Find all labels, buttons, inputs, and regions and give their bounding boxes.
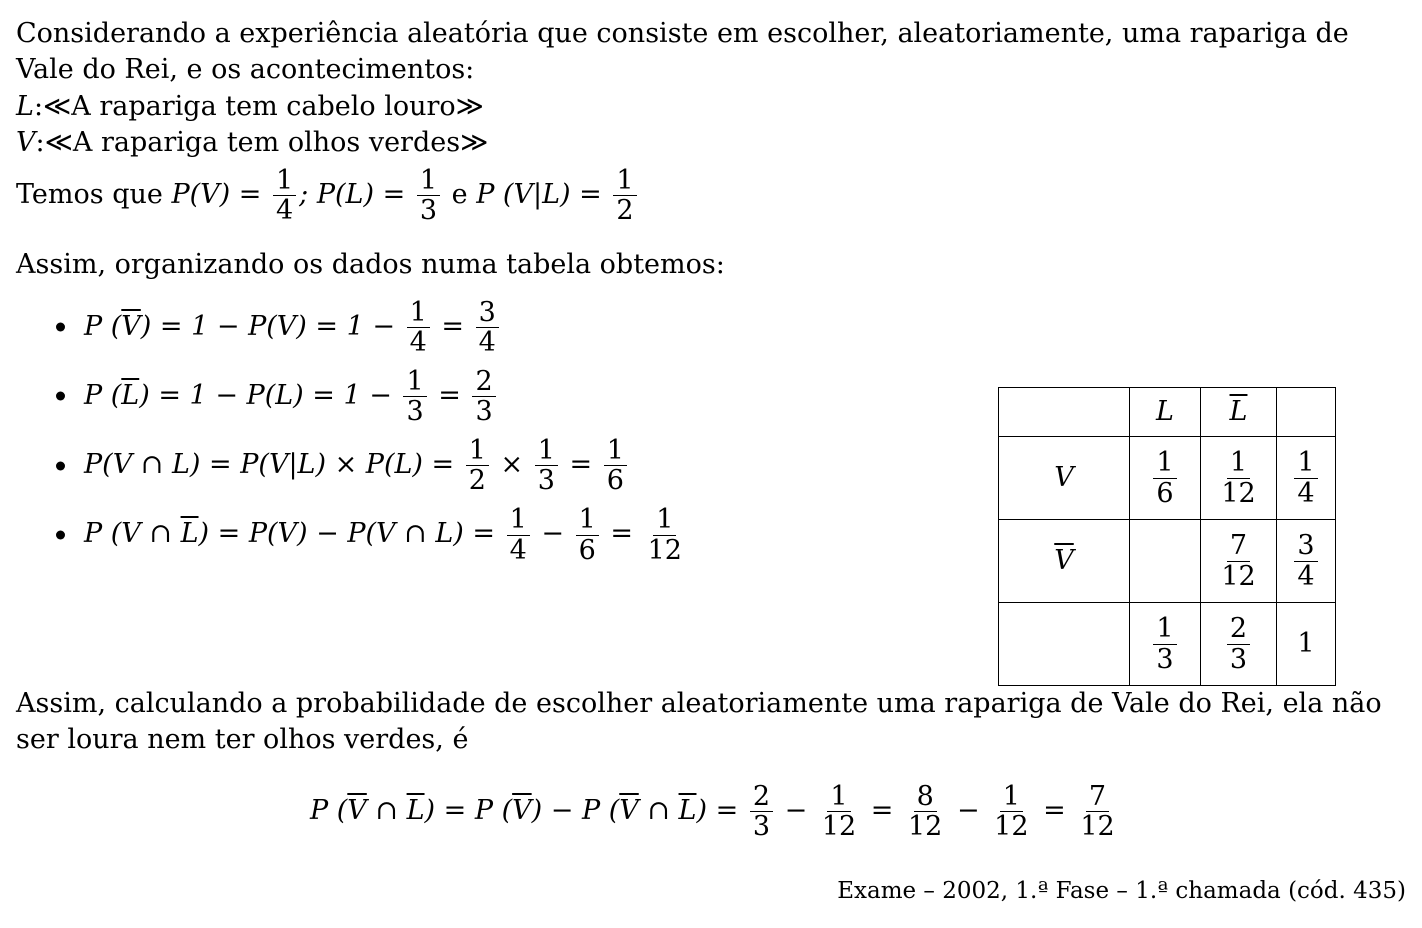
fraction	[750, 782, 773, 841]
numerator: 1	[273, 166, 296, 196]
overlined-var: $\overline{V}$	[347, 795, 367, 827]
denominator: 3	[1156, 643, 1174, 675]
times-sign: ×	[500, 449, 524, 481]
numerator: 1	[403, 367, 426, 397]
denominator: 4	[1297, 560, 1315, 592]
denominator: 4	[275, 194, 294, 226]
fraction	[1153, 614, 1176, 673]
overlined-var: $\overline{V}$	[121, 310, 141, 342]
denominator: 12	[1221, 477, 1256, 509]
numerator: 2	[750, 782, 773, 812]
fraction	[1218, 448, 1258, 507]
table-cell	[1130, 437, 1201, 520]
overlined-var: $\overline{L}$	[180, 518, 199, 550]
denominator: 2	[616, 194, 634, 226]
expr-text: ) =	[696, 795, 739, 827]
event-l-text: :≪A rapariga tem cabelo louro≫	[33, 90, 484, 122]
numerator: 3	[1294, 531, 1317, 561]
fraction	[819, 782, 859, 841]
denominator: 12	[821, 811, 857, 843]
numerator: 1	[1000, 782, 1023, 812]
expr-text: P (V ∩	[84, 518, 181, 550]
numerator: 1	[407, 298, 430, 328]
overlined-var: $\overline{L}$	[1229, 395, 1248, 427]
event-v-text: :≪A rapariga tem olhos verdes≫	[35, 127, 489, 159]
numerator: 1	[1227, 448, 1250, 478]
overlined-var: $\overline{V}$	[1054, 544, 1074, 576]
numerator: 8	[914, 782, 937, 812]
denominator: 3	[752, 811, 771, 843]
table-cell	[1201, 437, 1277, 520]
expr-text: P(V ∩ L) = P(V|L) × P(L) =	[84, 449, 455, 481]
equals-sign: =	[1043, 795, 1066, 827]
event-l-line	[16, 89, 1408, 125]
expr-text: ∩	[366, 795, 407, 827]
table-cell	[1277, 437, 1336, 520]
fraction	[1218, 531, 1258, 590]
header-l: L	[1130, 388, 1201, 437]
expr-text: ) = 1 − P(V) = 1 −	[140, 310, 395, 342]
numerator: 1	[613, 166, 636, 196]
table-cell	[999, 388, 1130, 437]
fraction	[535, 436, 558, 495]
minus-sign: −	[541, 518, 565, 550]
fraction	[407, 298, 430, 357]
numerator: 1	[507, 505, 530, 535]
denominator: 12	[994, 811, 1029, 843]
expr-text: ) = P(V) − P(V ∩ L) =	[198, 518, 496, 550]
fraction	[1294, 531, 1317, 590]
pl-fraction	[417, 166, 440, 225]
table-cell	[999, 603, 1130, 686]
denominator: 4	[409, 326, 427, 358]
denominator: 3	[475, 395, 493, 427]
table-cell	[1130, 603, 1201, 686]
fraction	[466, 436, 489, 495]
denominator: 12	[647, 534, 682, 566]
denominator: 4	[478, 326, 496, 358]
and-word: e	[451, 178, 468, 210]
expr-text: ) − P (	[531, 795, 620, 827]
fraction	[476, 298, 499, 357]
denominator: 3	[406, 395, 424, 427]
fraction	[1227, 614, 1250, 673]
expr-text: ) = 1 − P(L) = 1 −	[139, 379, 392, 411]
fraction	[1077, 782, 1117, 841]
header-lbar	[1201, 388, 1277, 437]
equals-sign: =	[438, 379, 461, 411]
event-v-line	[16, 125, 1408, 161]
denominator: 12	[1221, 560, 1256, 592]
denominator: 3	[537, 465, 555, 497]
numerator: 1	[604, 436, 627, 466]
numerator: 1	[535, 436, 558, 466]
expr-text: ∩	[638, 795, 679, 827]
denominator: 3	[419, 194, 438, 226]
table-cell	[1130, 520, 1201, 603]
table-intro: Assim, organizando os dados numa tabela obtemos:	[16, 249, 725, 281]
numerator: 1	[1153, 448, 1176, 478]
numerator: 7	[1086, 782, 1109, 812]
denominator: 4	[509, 534, 527, 566]
fraction	[991, 782, 1031, 841]
exam-source: Exame – 2002, 1.ª Fase – 1.ª chamada (cód. 435)	[837, 878, 1406, 904]
pv-label: P(V) =	[171, 178, 262, 210]
fraction	[645, 505, 685, 564]
overlined-var: $\overline{L}$	[121, 379, 140, 411]
pv-fraction	[273, 166, 296, 225]
fraction	[576, 505, 599, 564]
pvl-fraction	[613, 166, 636, 225]
denominator: 12	[1080, 811, 1115, 843]
numerator: 1	[576, 505, 599, 535]
event-v-symbol: V	[16, 127, 36, 159]
equals-sign: =	[441, 310, 464, 342]
numerator: 1	[1294, 448, 1317, 478]
table-cell	[1201, 520, 1277, 603]
numerator: 1	[653, 505, 676, 535]
table-cell	[1277, 388, 1336, 437]
overlined-var: $\overline{V}$	[512, 795, 532, 827]
numerator: 2	[1227, 614, 1250, 644]
equals-sign: =	[870, 795, 894, 827]
minus-sign: −	[956, 795, 980, 827]
pvl-label: P (V|L) =	[476, 178, 602, 210]
overlined-var: $\overline{L}$	[678, 795, 697, 827]
table-cell: 1	[1277, 603, 1336, 686]
table-cell	[1277, 520, 1336, 603]
numerator: 1	[466, 436, 489, 466]
probability-table	[998, 387, 1336, 686]
denominator: 4	[1297, 477, 1315, 509]
denominator: 6	[578, 534, 596, 566]
expr-text: P (	[84, 379, 122, 411]
fraction	[905, 782, 945, 841]
numerator: 3	[476, 298, 499, 328]
overlined-var: $\overline{V}$	[619, 795, 639, 827]
equals-sign: =	[610, 518, 634, 550]
table-row	[999, 520, 1336, 603]
equals-sign: =	[569, 449, 593, 481]
event-l-symbol: L	[16, 90, 34, 122]
final-equation	[310, 782, 1121, 841]
denominator: 3	[1229, 643, 1248, 675]
expr-text: P (	[84, 310, 122, 342]
overlined-var: $\overline{L}$	[406, 795, 425, 827]
denominator: 6	[1156, 477, 1174, 509]
fraction	[604, 436, 627, 495]
numerator: 1	[827, 782, 850, 812]
fraction	[403, 367, 426, 426]
row-label-vbar	[999, 520, 1130, 603]
list-item	[52, 298, 1408, 357]
fraction	[1153, 448, 1176, 507]
temos-que: Temos que	[16, 178, 163, 210]
expr-text: P (	[310, 795, 348, 827]
expr-text: ) = P (	[424, 795, 513, 827]
intro-paragraph: Considerando a experiência aleatória que consiste em escolher, aleatoriamente, uma rapariga de Vale do Rei, e os acontecimentos:	[16, 18, 1349, 86]
given-probabilities	[16, 166, 1408, 225]
table-row	[999, 437, 1336, 520]
table-header-row	[999, 388, 1336, 437]
conclusion-paragraph: Assim, calculando a probabilidade de escolher aleatoriamente uma rapariga de Vale do Rei, ela não ser loura nem ter olhos verdes, é	[16, 688, 1382, 756]
fraction	[507, 505, 530, 564]
numerator: 1	[1153, 614, 1176, 644]
denominator: 6	[606, 465, 624, 497]
pl-label: ; P(L) =	[299, 178, 406, 210]
fraction	[472, 367, 495, 426]
denominator: 12	[908, 811, 943, 843]
table-cell	[1201, 603, 1277, 686]
denominator: 2	[468, 465, 486, 497]
row-label-v: V	[999, 437, 1130, 520]
numerator: 1	[417, 166, 440, 196]
minus-sign: −	[784, 795, 808, 827]
table-row	[999, 603, 1336, 686]
fraction	[1294, 448, 1317, 507]
numerator: 7	[1227, 531, 1250, 561]
numerator: 2	[472, 367, 495, 397]
